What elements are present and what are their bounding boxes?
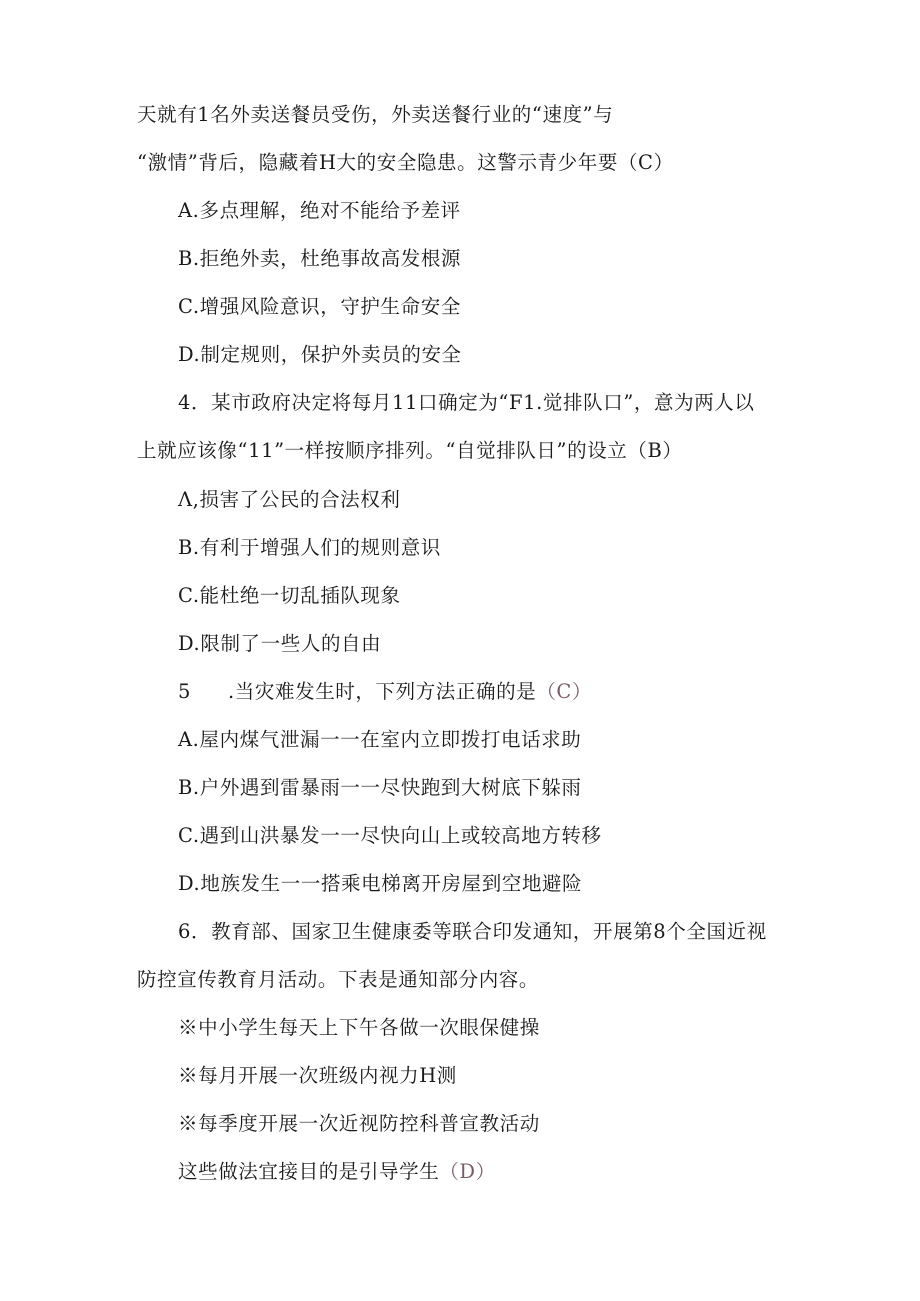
q5-option-d: D.地族发生一一搭乘电梯离开房屋到空地避险 [178,872,583,895]
q3-stem-line2: “激情”背后，隐藏着H大的安全隐患。这警示青少年要（C） [137,151,674,174]
q6-item-3: ※每季度开展一次近视防控科普宣教活动 [178,1112,540,1135]
q4-option-a: Λ,损害了公民的合法权利 [178,488,401,511]
q3-option-a: A.多点理解，绝对不能给予差评 [178,199,461,222]
q3-option-c: C.增强风险意识，守护生命安全 [178,295,461,318]
q5-stem-text: .当灾难发生时，下列方法正确的是 [228,680,537,703]
q6-stem-line2: 防控宣传教育月活动。下表是通知部分内容。 [137,968,540,991]
q6-item-1: ※中小学生每天上下午各做一次眼保健操 [178,1016,540,1039]
q6-answer: （D） [439,1160,496,1183]
q5-answer: （C） [536,680,593,703]
q6-closing-text: 这些做法宜接目的是引导学生 [178,1160,440,1183]
q4-option-d: D.限制了一些人的自由 [178,632,382,655]
q3-stem-line1: 天就有1名外卖送餐员受伤，外卖送餐行业的“速度”与 [137,103,614,126]
q4-option-c: C.能杜绝一切乱插队现象 [178,584,401,607]
q4-option-b: B.有利于增强人们的规则意识 [178,536,441,559]
q4-stem-line1: 4．某市政府决定将每月11口确定为“F1.觉排队口”，意为两人以 [178,391,755,414]
q3-option-b: B.拒绝外卖，杜绝事故高发根源 [178,247,462,270]
q6-stem-line1: 6．教育部、国家卫生健康委等联合印发通知，开展第8个全国近视 [178,920,767,943]
q6-item-2: ※每月开展一次班级内视力H测 [178,1064,457,1087]
q5-option-a: A.屋内煤气泄漏一一在室内立即拨打电话求助 [178,728,582,751]
q5-stem [228,679,592,705]
q5-option-b: B.户外遇到雷暴雨一一尽快跑到大树底下躲雨 [178,776,582,799]
q5-option-c: C.遇到山洪暴发一一尽快向山上或较高地方转移 [178,824,602,847]
q6-closing [178,1159,496,1185]
q5-number: 5 [178,680,192,703]
q3-option-d: D.制定规则，保护外卖员的安全 [178,343,462,366]
q4-stem-line2: 上就应该像“11”一样按顺序排列。“自觉排队日”的设立（B） [137,439,683,462]
